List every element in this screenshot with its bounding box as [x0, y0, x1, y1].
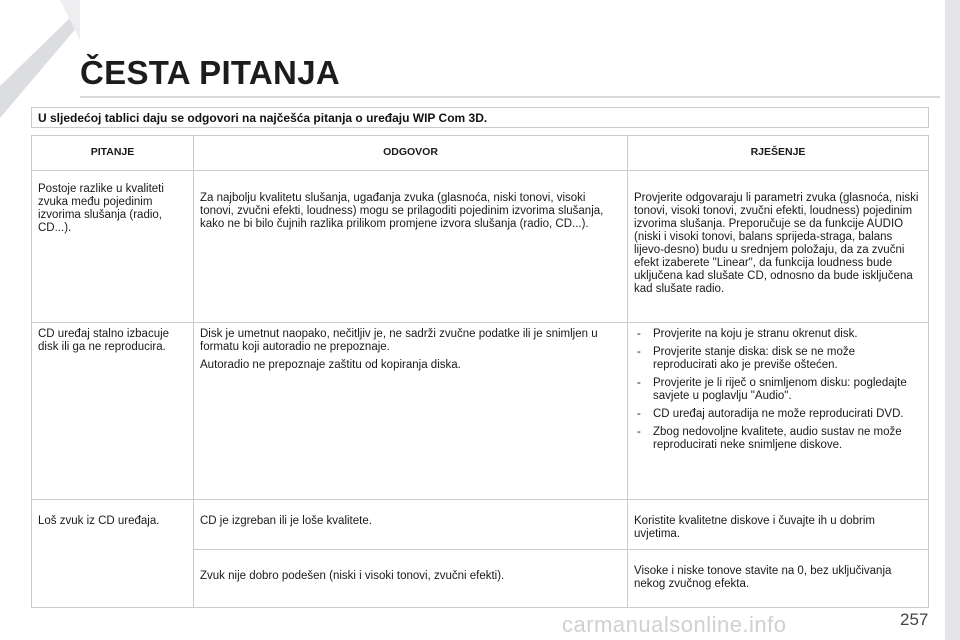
- table-row: [32, 171, 928, 322]
- solution-list-item: - Zbog nedovoljne kvalitete, audio sustav ne može reproducirati neke snimljene diskove.: [634, 426, 922, 452]
- solution-text: Provjerite odgovaraju li parametri zvuka (glasnoća, niski tonovi, visoki tonovi, zvučni efekti, loudness) pojedinim izvorima slušanja. Preporučuje se da funkcije AUDIO (niski i visoki tonovi, balans sprijeda-straga, balans lijevo-desno) budu u srednjem položaju, da za zvučni efekt izaberete "Linear", da funkcija loudness bude uključena kad slušate CD, odnosno da bude isključena kad slušate radio.: [634, 192, 919, 295]
- table-header-row: [32, 136, 928, 170]
- solution-list-item: - CD uređaj autoradija ne može reproducirati DVD.: [634, 408, 922, 421]
- faq-table: [31, 135, 929, 608]
- title-underline: [80, 96, 940, 98]
- solution-list-item: - Provjerite je li riječ o snimljenom disku: pogledajte savjete u poglavlju "Audio".: [634, 377, 922, 403]
- answer-text: Zvuk nije dobro podešen (niski i visoki tonovi, zvučni efekti).: [200, 570, 505, 582]
- table-row: [32, 323, 928, 499]
- watermark: carmanualsonline.info: [562, 612, 787, 637]
- header-solution: RJEŠENJE: [627, 136, 928, 170]
- table-row: [32, 500, 928, 608]
- intro-text: U sljedećoj tablici daju se odgovori na najčešća pitanja o uređaju WIP Com 3D.: [31, 107, 929, 128]
- corner-decoration: [0, 0, 80, 120]
- solution-list: [634, 328, 922, 452]
- page-number: 257: [900, 610, 929, 629]
- header-answer: ODGOVOR: [193, 136, 627, 170]
- row-solution: [627, 500, 928, 608]
- solution-text: Koristite kvalitetne diskove i čuvajte ih u dobrim uvjetima.: [634, 515, 875, 540]
- solution-list-item: - Provjerite na koju je stranu okrenut disk.: [634, 328, 922, 341]
- row-answer: [193, 171, 627, 322]
- page-side-strip: [945, 0, 960, 640]
- header-question: PITANJE: [90, 146, 135, 158]
- solution-text: Visoke i niske tonove stavite na 0, bez uključivanja nekog zvučnog efekta.: [634, 565, 892, 590]
- row-question: CD uređaj stalno izbacuje disk ili ga ne reproducira.: [38, 328, 170, 353]
- row-answer: [193, 500, 627, 608]
- row-answer: [193, 323, 627, 499]
- row-solution: [627, 171, 928, 322]
- row-question: Postoje razlike u kvaliteti zvuka među pojedinim izvorima slušanja (radio, CD...).: [38, 183, 164, 234]
- answer-text: Autoradio ne prepoznaje zaštitu od kopiranja diska.: [200, 359, 461, 371]
- answer-text: CD je izgreban ili je loše kvalitete.: [200, 515, 372, 527]
- page-title: ČESTA PITANJA: [80, 54, 340, 91]
- row-solution: [627, 323, 928, 499]
- answer-text: Disk je umetnut naopako, nečitljiv je, ne sadrži zvučne podatke ili je snimljen u formatu koji autoradio ne prepoznaje.: [200, 328, 598, 353]
- row-question: Loš zvuk iz CD uređaja.: [38, 515, 160, 527]
- solution-list-item: - Provjerite stanje diska: disk se ne može reproducirati ako je previše oštećen.: [634, 346, 922, 372]
- answer-text: Za najbolju kvalitetu slušanja, ugađanja zvuka (glasnoća, niski tonovi, visoki tonovi, zvučni efekti, loudness) mogu se prilagoditi pojedinim izvorima slušanja, kako ne bi bilo čujnih razlika prilikom promjene izvora slušanja (radio, CD...).: [200, 192, 604, 230]
- row-separator: [193, 549, 928, 550]
